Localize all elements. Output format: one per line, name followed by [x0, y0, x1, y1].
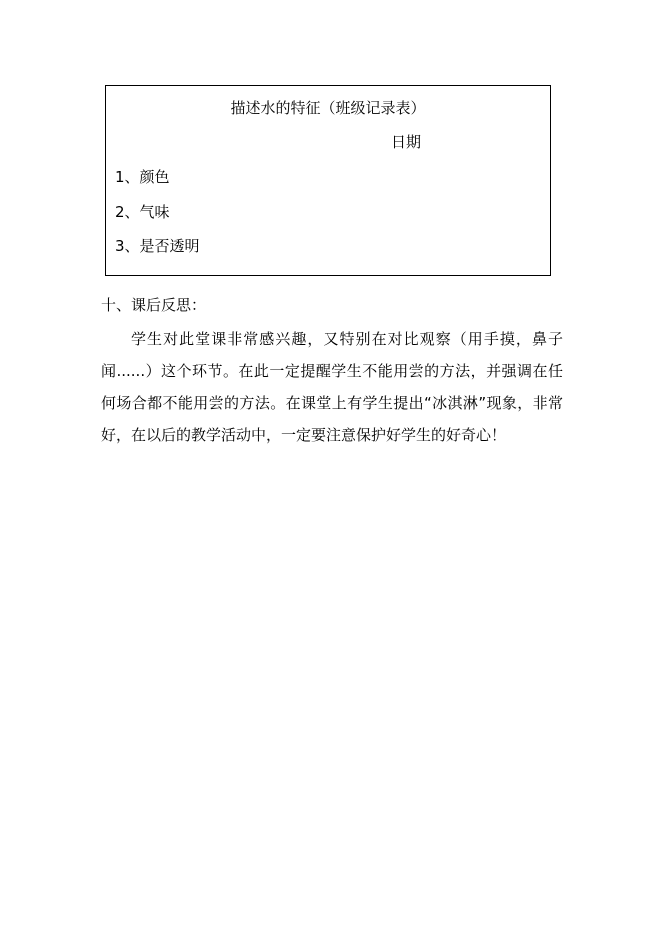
section-heading: 十、课后反思： [101, 296, 207, 314]
record-item-smell: 2、气味 [115, 203, 170, 221]
date-label: 日期 [391, 133, 422, 151]
reflection-paragraph: 学生对此堂课非常感兴趣，又特别在对比观察（用手摸，鼻子闻......）这个环节。在此一定提醒学生不能用尝的方法，并强调在任何场合都不能用尝的方法。在课堂上有学生提出“冰淇淋”现象，非常好，在以后的教学活动中，一定要注意保护好学生的好奇心！ [101, 330, 563, 444]
record-table [105, 85, 551, 276]
record-table-title: 描述水的特征（班级记录表） [230, 99, 426, 117]
record-item-transparency: 3、是否透明 [115, 237, 200, 255]
record-item-color: 1、颜色 [115, 168, 170, 186]
